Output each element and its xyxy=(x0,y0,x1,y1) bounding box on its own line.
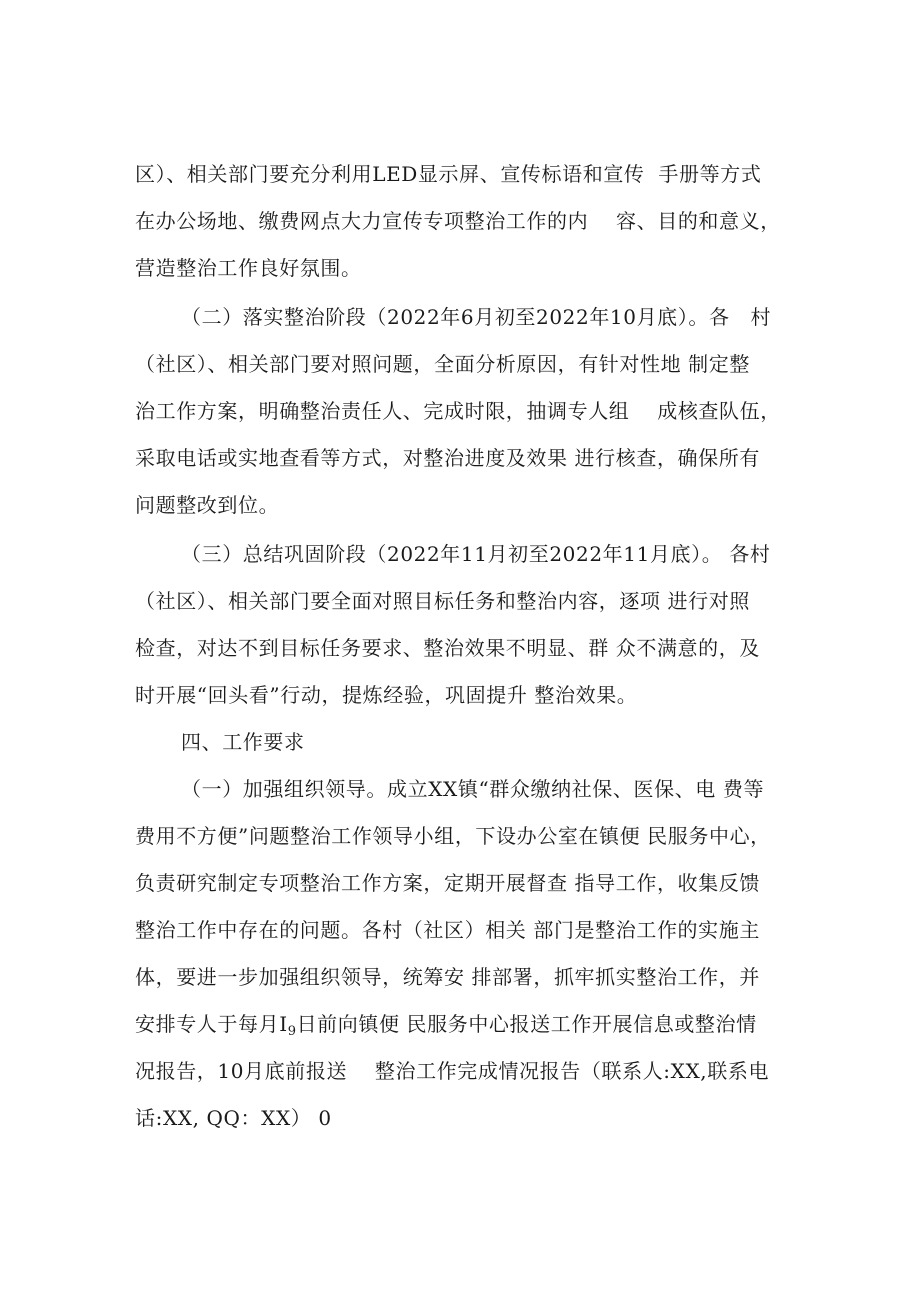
text-line-7: 采取电话或实地查看等方式，对整治进度及效果 进行核查，确保所有 xyxy=(135,446,760,470)
text-line-19-before: 安排专人于每月I xyxy=(135,1012,288,1036)
text-line-19-after: 日前向镇便 民服务中心报送工作开展信息或整治情 xyxy=(296,1012,757,1036)
section-3-heading-line: （三）总结巩固阶段（2022年11月初至2022年11月底）。 各村 xyxy=(181,542,771,566)
text-line-10: （社区）、相关部门要全面对照目标任务和整治内容，逐项 进行对照 xyxy=(135,589,750,613)
text-line-17: 整治工作中存在的问题。各村（社区）相关 部门是整治工作的实施主 xyxy=(135,918,760,942)
subsection-1-heading-line: （一）加强组织领导。成立XX镇“群众缴纳社保、医保、电 费等 xyxy=(181,777,765,801)
text-line-15: 费用不方便”问题整治工作领导小组，下设办公室在镇便 民服务中心， xyxy=(135,824,771,848)
text-line-6: 治工作方案，明确整治责任人、完成时限，抽调专人组 成核查队伍， xyxy=(135,399,781,423)
text-line-2: 在办公场地、缴费网点大力宣传专项整治工作的内 容、目的和意义， xyxy=(135,209,781,233)
text-line-16: 负责研究制定专项整治工作方案，定期开展督查 指导工作，收集反馈 xyxy=(135,871,760,895)
text-line-1: 区）、相关部门要充分利用LED显示屏、宣传标语和宣传 手册等方式 xyxy=(135,162,762,186)
text-line-11: 检查，对达不到目标任务要求、整治效果不明显、群 众不满意的，及 xyxy=(135,636,760,660)
text-line-19 xyxy=(135,1010,757,1046)
text-line-18: 体，要进一步加强组织领导，统筹安 排部署，抓牢抓实整治工作，并 xyxy=(135,965,760,989)
text-line-20: 况报告，10月底前报送 整治工作完成情况报告（联系人:XX,联系电 xyxy=(135,1059,770,1083)
text-line-21: 话:XX, QQ：XX） 0 xyxy=(135,1106,332,1130)
text-line-5: （社区）、相关部门要对照问题，全面分析原因，有针对性地 制定整 xyxy=(135,352,750,376)
text-line-8: 问题整改到位。 xyxy=(135,493,280,517)
text-line-12: 时开展“回头看”行动，提炼经验，巩固提升 整治效果。 xyxy=(135,683,638,707)
section-heading-work-requirements: 四、工作要求 xyxy=(181,730,305,754)
text-line-3: 营造整治工作良好氛围。 xyxy=(135,256,362,280)
text-line-19-subscript: 9 xyxy=(287,1024,297,1039)
section-2-heading-line: （二）落实整治阶段（2022年6月初至2022年10月底）。各 村 xyxy=(181,305,772,329)
